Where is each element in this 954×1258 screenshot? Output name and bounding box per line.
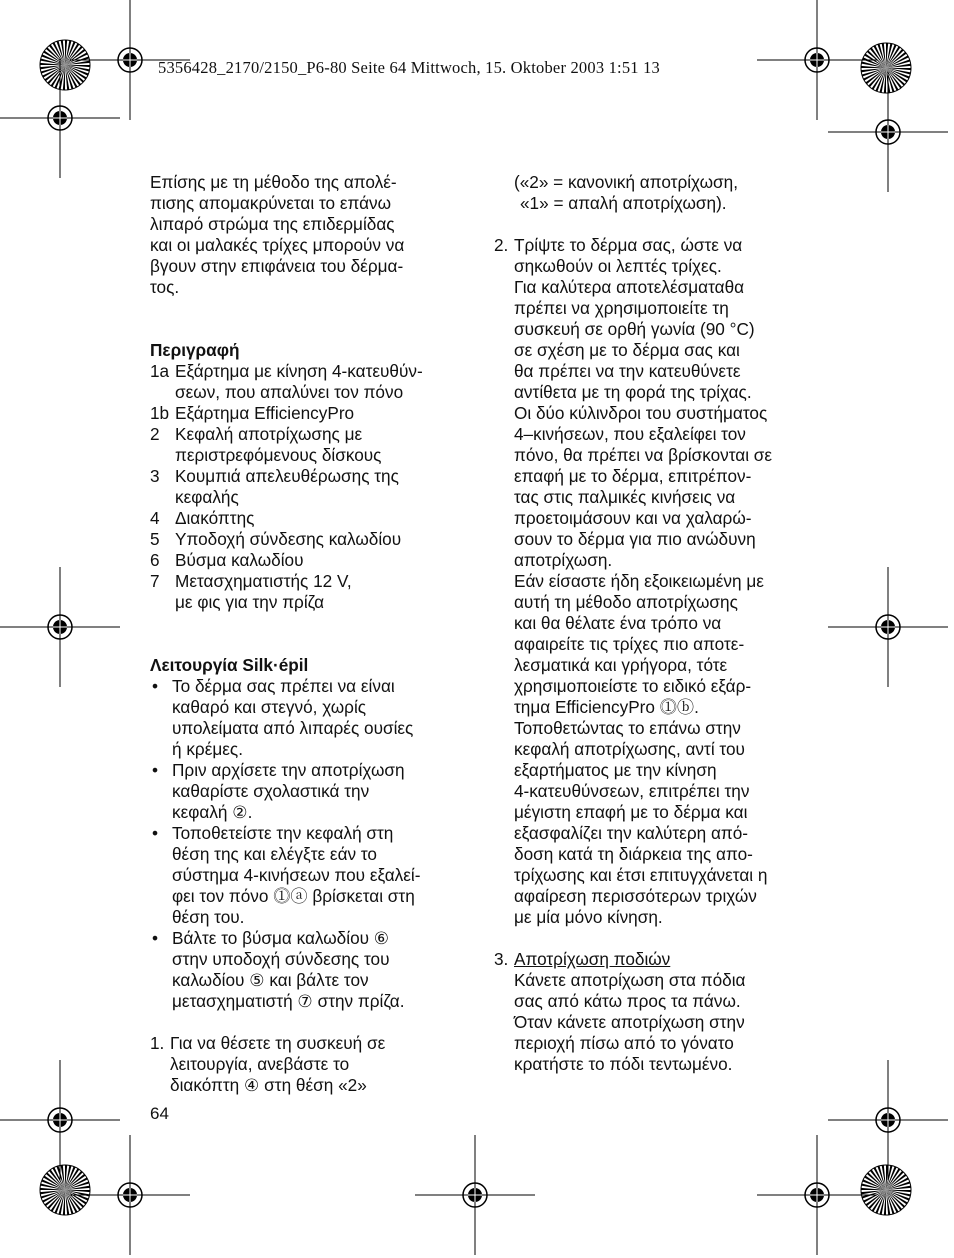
operation-bullet-item	[150, 718, 470, 739]
star-target-icon	[859, 41, 913, 95]
operation-bullet-text: θέση της και ελέγξτε εάν το	[172, 844, 377, 864]
step-1-continued: («2» = κανονική αποτρίχωση,	[514, 172, 738, 192]
step-2-text: εξαρτήματος με την κίνηση	[514, 760, 717, 780]
step-2-text: τρίχωσης και έτσι επιτυγχάνεται η	[514, 865, 768, 885]
step-2-text: επαφή με το δέρμα, επιτρέπον-	[514, 466, 752, 486]
step-2-line	[494, 676, 814, 697]
intro-line: και οι μαλακές τρίχες μπορούν να	[150, 235, 405, 255]
step-2-text: Για καλύτερα αποτελέσματαθα	[514, 277, 745, 297]
step-2-text: σε σχέση με το δέρμα σας και	[514, 340, 740, 360]
step-1-text: λειτουργία, ανεβάστε το	[170, 1054, 350, 1074]
description-item	[150, 424, 470, 445]
step-2-text: τημα EfficiencyPro ⓵ⓑ.	[514, 697, 699, 717]
step-2-line	[494, 571, 814, 592]
operation-bullet-text: καθαρό και στεγνό, χωρίς	[172, 697, 367, 717]
description-item-text: Βύσμα καλωδίου	[175, 550, 304, 570]
intro-line: βγουν στην επιφάνεια του δέρμα-	[150, 256, 404, 276]
step-3-line: Κάνετε αποτρίχωση στα πόδια	[514, 970, 746, 990]
step-3-line: περιοχή πίσω από το γόνατο	[514, 1033, 734, 1053]
operation-bullet-text: καλωδίου ⑤ και βάλτε τον	[172, 970, 369, 990]
step-2-text: σηκωθούν οι λεπτές τρίχες.	[514, 256, 722, 276]
step-2-text: μέγιστη επαφή με το δέρμα και	[514, 802, 748, 822]
step-2-line	[494, 760, 814, 781]
star-target-icon	[38, 1163, 92, 1217]
step-2-text: τας στις παλμικές κινήσεις να	[514, 487, 736, 507]
step-2-text: Οι δύο κύλινδροι του συστήματος	[514, 403, 768, 423]
step-2-text: δοση κατά τη διάρκεια της απο-	[514, 844, 753, 864]
intro-line: τος.	[150, 277, 180, 297]
operation-bullet-item	[150, 844, 470, 865]
step-2-line	[494, 865, 814, 886]
item-number-marker: 1a	[150, 361, 170, 381]
operation-bullet-item	[150, 739, 470, 760]
step-2-text: κεφαλή αποτρίχωσης, αντί του	[514, 739, 745, 759]
bullet-marker: •	[152, 823, 159, 843]
description-item-text: Διακόπτης	[175, 508, 255, 528]
operation-heading: Λειτουργία Silk·épil	[150, 655, 309, 675]
step-3-heading	[494, 949, 814, 970]
step-2-line	[494, 529, 814, 550]
step-2-text: συσκευή σε ορθή γωνία (90 °C)	[514, 319, 755, 339]
step-2-text: προετοιμάσουν και να χαλαρώ-	[514, 508, 752, 528]
step-2-text: με μία μόνο κίνηση.	[514, 907, 663, 927]
step-1-line	[150, 1075, 470, 1096]
operation-bullet-text: υπολείματα από λιπαρές ουσίες	[172, 718, 414, 738]
step-2-line	[494, 340, 814, 361]
item-number-marker: 4	[150, 508, 160, 528]
operation-bullet-item	[150, 949, 470, 970]
description-item	[150, 466, 470, 487]
description-list	[150, 361, 470, 613]
step-number: 1.	[150, 1033, 165, 1053]
step-1-continued: «1» = απαλή αποτρίχωση).	[520, 193, 727, 213]
operation-bullet-item	[150, 886, 470, 907]
description-item	[150, 508, 470, 529]
item-number-marker: 2	[150, 424, 160, 444]
step-2-text: αφαιρείτε τις τρίχες πιο αποτε-	[514, 634, 745, 654]
step-2-line	[494, 277, 814, 298]
registration-crosshair-icon	[415, 1135, 535, 1255]
step-2-line	[494, 886, 814, 907]
description-item-text: κεφαλής	[175, 487, 239, 507]
print-header: 5356428_2170/2150_P6-80 Seite 64 Mittwoch, 15. Oktober 2003 1:51 13	[158, 58, 660, 77]
operation-bullet-item	[150, 823, 470, 844]
registration-crosshair-icon	[828, 1060, 948, 1180]
step-2-text: αφαίρεση περισσότερων τριχών	[514, 886, 757, 906]
item-number-marker: 3	[150, 466, 160, 486]
description-item-text: Εξάρτημα EfficiencyPro	[175, 403, 355, 423]
step-1-text: Για να θέσετε τη συσκευή σε	[170, 1033, 386, 1053]
operation-bullet-text: μετασχηματιστή ⑦ στην πρίζα.	[172, 991, 405, 1011]
operation-bullet-item	[150, 928, 470, 949]
registration-crosshair-icon	[0, 567, 120, 687]
step-3-line: σας από κάτω προς τα πάνω.	[514, 991, 741, 1011]
description-item	[150, 445, 470, 466]
step-2-text: χρησιμοποιείστε το ειδικό εξάρ-	[514, 676, 752, 696]
step-2-line	[494, 361, 814, 382]
step-3-line: κρατήστε το πόδι τεντωμένο.	[514, 1054, 733, 1074]
description-item	[150, 487, 470, 508]
step-2-line	[494, 844, 814, 865]
step-2-text: αντίθετα με τη φορά της τρίχας.	[514, 382, 752, 402]
operation-bullet-text: Βάλτε το βύσμα καλωδίου ⑥	[172, 928, 390, 948]
description-item-text: Υποδοχή σύνδεσης καλωδίου	[175, 529, 402, 549]
step-1	[150, 1033, 470, 1096]
operation-bullet-text: Το δέρμα σας πρέπει να είναι	[172, 676, 395, 696]
bullet-marker: •	[152, 760, 159, 780]
operation-bullet-item	[150, 907, 470, 928]
step-2-text: αυτή τη μέθοδο αποτρίχωσης	[514, 592, 738, 612]
operation-bullet-item	[150, 865, 470, 886]
step-2-text: Εάν είσαστε ήδη εξοικειωμένη με	[514, 571, 764, 591]
step-2-text: 4–κινήσεων, που εξαλείφει τον	[514, 424, 746, 444]
step-2-line	[494, 613, 814, 634]
step-2-text: σουν το δέρμα για πιο ανώδυνη	[514, 529, 756, 549]
operation-bullet-text: Πριν αρχίσετε την αποτρίχωση	[172, 760, 405, 780]
description-item-text: Εξάρτημα με κίνηση 4-κατευθύν-	[175, 361, 423, 381]
step-2-line	[494, 235, 814, 256]
intro-line: πισης απομακρύνεται το επάνω	[150, 193, 392, 213]
operation-bullet-text: κεφαλή ②.	[172, 802, 253, 822]
operation-bullet-text: στην υποδοχή σύνδεσης του	[172, 949, 390, 969]
step-2-line	[494, 487, 814, 508]
step-2	[494, 235, 814, 928]
description-item	[150, 403, 470, 424]
step-2-line	[494, 739, 814, 760]
item-number-marker: 6	[150, 550, 160, 570]
operation-bullet-item	[150, 697, 470, 718]
description-item-text: σεων, που απαλύνει τον πόνο	[175, 382, 404, 402]
step-2-line	[494, 802, 814, 823]
registration-crosshair-icon	[828, 567, 948, 687]
step-2-line	[494, 424, 814, 445]
step-1-line	[150, 1054, 470, 1075]
description-item-text: Μετασχηματιστής 12 V,	[175, 571, 352, 591]
page-number: 64	[150, 1104, 169, 1123]
description-item-text: με φις για την πρίζα	[175, 592, 325, 612]
step-2-text: και θα θέλατε ένα τρόπο να	[514, 613, 722, 633]
description-heading: Περιγραφή	[150, 340, 240, 360]
description-item	[150, 382, 470, 403]
step-2-line	[494, 592, 814, 613]
step-2-line	[494, 298, 814, 319]
description-item	[150, 571, 470, 592]
step-2-line	[494, 403, 814, 424]
step-2-line	[494, 655, 814, 676]
step-2-text: αποτρίχωση.	[514, 550, 613, 570]
step-3-marker: 3.	[494, 949, 509, 969]
operation-bullet-item	[150, 760, 470, 781]
step-2-text: θα πρέπει να την κατευθύνετε	[514, 361, 741, 381]
step-2-text: πόνο, θα πρέπει να βρίσκονται σε	[514, 445, 773, 465]
operation-bullet-text: ή κρέμες.	[172, 739, 243, 759]
step-2-text: λεσματικά και γρήγορα, τότε	[514, 655, 728, 675]
operation-bullet-item	[150, 781, 470, 802]
description-item	[150, 592, 470, 613]
operation-bullet-item	[150, 970, 470, 991]
operation-bullet-text: καθαρίστε σχολαστικά την	[172, 781, 370, 801]
description-item-text: Κουμπιά απελευθέρωσης της	[175, 466, 399, 486]
step-2-text: εξασφαλίζει την καλύτερη από-	[514, 823, 749, 843]
operation-bullet-item	[150, 802, 470, 823]
step-2-line	[494, 382, 814, 403]
step-number: 2.	[494, 235, 509, 255]
intro-line: Επίσης με τη μέθοδο της απολέ-	[150, 172, 397, 192]
star-target-icon	[859, 1163, 913, 1217]
step-2-line	[494, 697, 814, 718]
operation-bullet-text: θέση του.	[172, 907, 245, 927]
description-item	[150, 529, 470, 550]
intro-line: λιπαρό στρώμα της επιδερμίδας	[150, 214, 395, 234]
star-target-icon	[38, 38, 92, 92]
operation-bullet-text: Τοποθετείστε την κεφαλή στη	[172, 823, 394, 843]
step-1-line	[150, 1033, 470, 1054]
bullet-marker: •	[152, 928, 159, 948]
step-3-line: Όταν κάνετε αποτρίχωση στην	[514, 1012, 745, 1032]
left-column	[150, 172, 470, 1096]
step-2-line	[494, 256, 814, 277]
step-2-line	[494, 445, 814, 466]
description-item	[150, 361, 470, 382]
step-2-line	[494, 508, 814, 529]
operation-bullet-text: φει τον πόνο ⓵ⓐ βρίσκεται στη	[172, 886, 415, 906]
description-item-text: Κεφαλή αποτρίχωσης με	[175, 424, 363, 444]
step-2-line	[494, 550, 814, 571]
step-1-text: διακόπτη ④ στη θέση «2»	[170, 1075, 367, 1095]
operation-bullet-item	[150, 991, 470, 1012]
description-item	[150, 550, 470, 571]
bullet-marker: •	[152, 676, 159, 696]
step-2-text: 4-κατευθύνσεων, επιτρέπει την	[514, 781, 750, 801]
step-2-line	[494, 907, 814, 928]
operation-bullet-item	[150, 676, 470, 697]
step-3-title: Αποτρίχωση ποδιών	[514, 949, 671, 969]
step-2-line	[494, 634, 814, 655]
item-number-marker: 1b	[150, 403, 170, 423]
step-2-line	[494, 319, 814, 340]
item-number-marker: 7	[150, 571, 160, 591]
step-2-text: Τοποθετώντας το επάνω στην	[514, 718, 741, 738]
step-2-line	[494, 466, 814, 487]
description-item-text: περιστρεφόμενους δίσκους	[175, 445, 382, 465]
step-2-line	[494, 823, 814, 844]
step-2-text: πρέπει να χρησιμοποιείτε τη	[514, 298, 729, 318]
step-2-line	[494, 718, 814, 739]
operation-bullet-text: σύστημα 4-κινήσεων που εξαλεί-	[172, 865, 421, 885]
operation-bullet-list	[150, 676, 470, 1012]
right-column	[494, 172, 814, 1075]
step-2-text: Τρίψτε το δέρμα σας, ώστε να	[514, 235, 743, 255]
item-number-marker: 5	[150, 529, 160, 549]
step-2-line	[494, 781, 814, 802]
